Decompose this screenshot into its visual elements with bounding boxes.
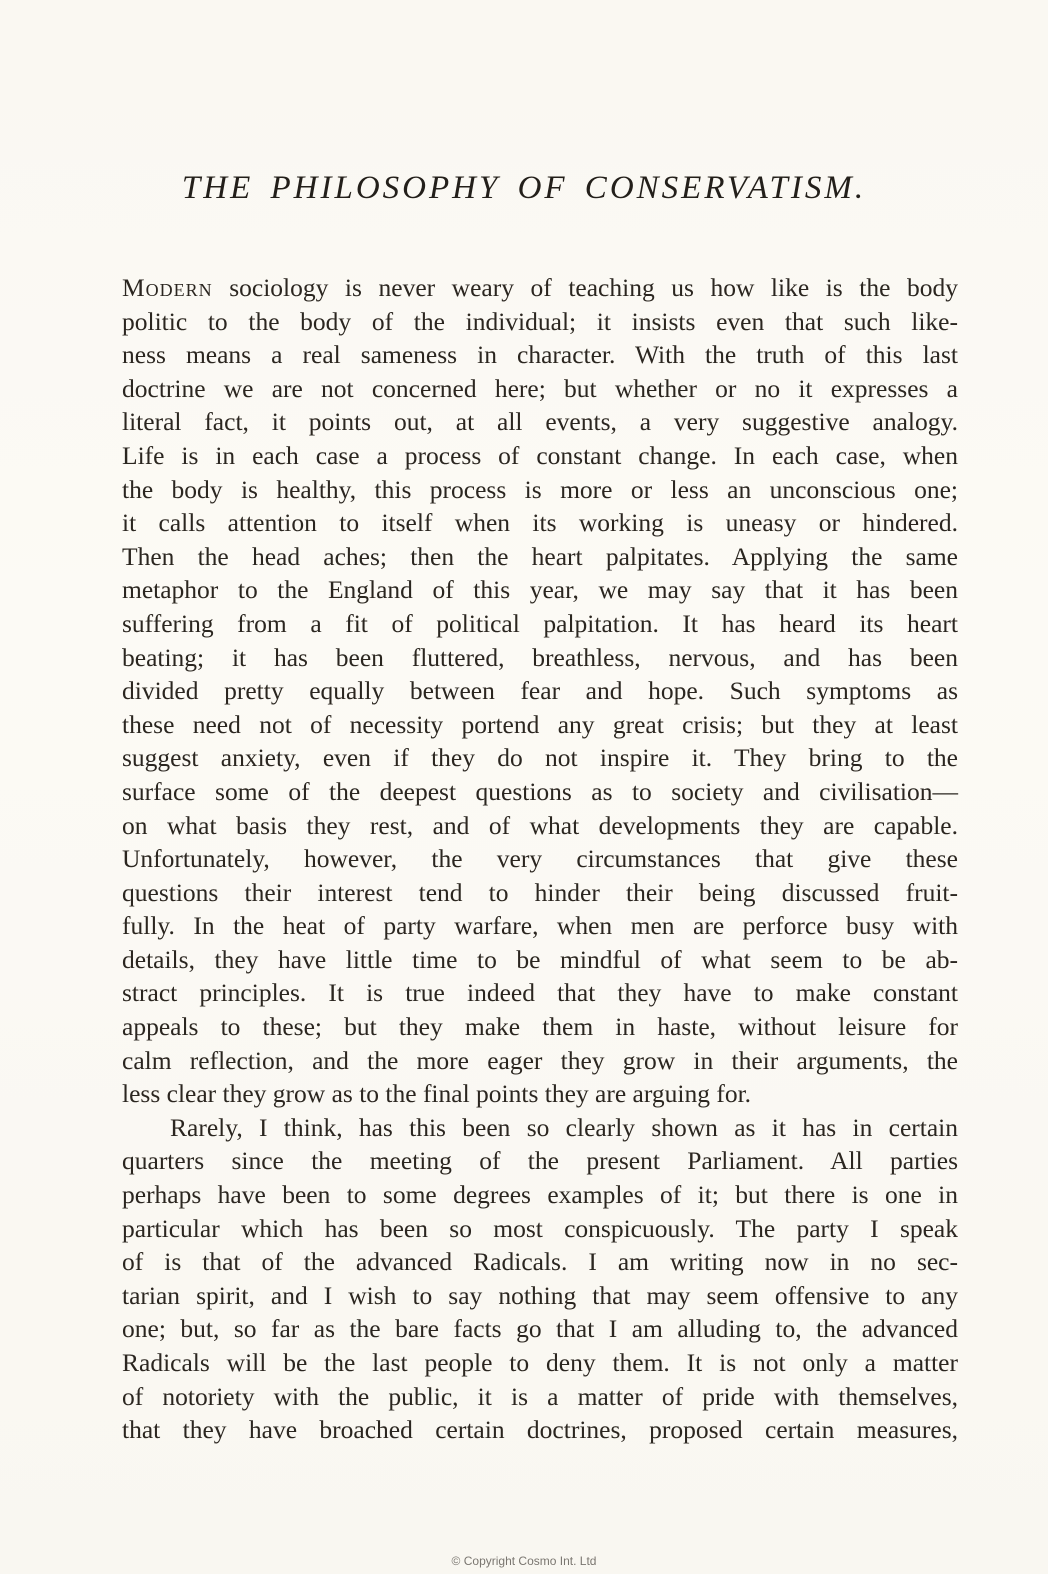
text-line: fully. In the heat of party warfare, when men are perforce busy with [122,911,958,941]
text-line: Then the head aches; then the heart palpitates. Applying the same [122,541,958,571]
paragraph-1 [122,271,958,1111]
copyright-footer: © Copyright Cosmo Int. Ltd [451,1554,597,1568]
text-line: calm reflection, and the more eager they grow in their arguments, the [122,1045,958,1075]
text-line: divided pretty equally between fear and hope. Such symptoms as [122,676,958,706]
text-line: that they have broached certain doctrines, proposed certain measures, [122,1415,958,1445]
text-line: ness means a real sameness in character. With the truth of this last [122,340,958,370]
text-line: it calls attention to itself when its working is uneasy or hindered. [122,508,958,538]
text-line: questions their interest tend to hinder their being discussed fruit- [122,877,958,907]
text-line: of is that of the advanced Radicals. I am writing now in no sec- [122,1247,958,1277]
text-line: Unfortunately, however, the very circumstances that give these [122,844,958,874]
text-line: on what basis they rest, and of what developments they are capable. [122,810,958,840]
article-body [122,271,958,1447]
text-line: quarters since the meeting of the present Parliament. All parties [122,1146,958,1176]
paragraph-2 [122,1111,958,1447]
text-line: these need not of necessity portend any great crisis; but they at least [122,709,958,739]
text-line: of notoriety with the public, it is a matter of pride with themselves, [122,1381,958,1411]
text-line: doctrine we are not concerned here; but whether or no it expresses a [122,373,958,403]
text-line: less clear they grow as to the final points they are arguing for. [122,1079,752,1109]
text-line: metaphor to the England of this year, we may say that it has been [122,575,958,605]
text-line: beating; it has been fluttered, breathless, nervous, and has been [122,642,958,672]
text-line: Modern sociology is never weary of teaching us how like is the body [122,273,958,302]
text-line: literal fact, it points out, at all events, a very suggestive analogy. [122,407,958,437]
drop-word: Modern [122,273,213,302]
reverse-side-show-through-bottom [118,1440,968,1510]
article-title: THE PHILOSOPHY OF CONSERVATISM. [181,170,867,206]
text-line: particular which has been so most conspicuously. The party I speak [122,1213,958,1243]
text-line: suffering from a fit of political palpitation. It has heard its heart [122,608,958,638]
text-line: one; but, so far as the bare facts go that I am alluding to, the advanced [122,1314,958,1344]
text-line: Rarely, I think, has this been so clearly shown as it has in certain [170,1112,958,1142]
text-line: details, they have little time to be mindful of what seem to be ab- [122,944,958,974]
text-line: Life is in each case a process of constant change. In each case, when [122,440,958,470]
text-line: stract principles. It is true indeed that they have to make constant [122,978,958,1008]
text-line: surface some of the deepest questions as to society and civilisation— [122,776,958,806]
text-line: suggest anxiety, even if they do not inspire it. They bring to the [122,743,958,773]
text-line: Radicals will be the last people to deny them. It is not only a matter [122,1348,958,1377]
reverse-side-show-through [118,0,968,170]
text-line: politic to the body of the individual; it insists even that such like- [122,306,958,336]
text-line: appeals to these; but they make them in haste, without leisure for [122,1012,958,1042]
text-line: perhaps have been to some degrees examples of it; but there is one in [122,1180,958,1210]
text-line: tarian spirit, and I wish to say nothing that may seem offensive to any [122,1280,958,1310]
text-line: the body is healthy, this process is more or less an unconscious one; [122,474,958,504]
